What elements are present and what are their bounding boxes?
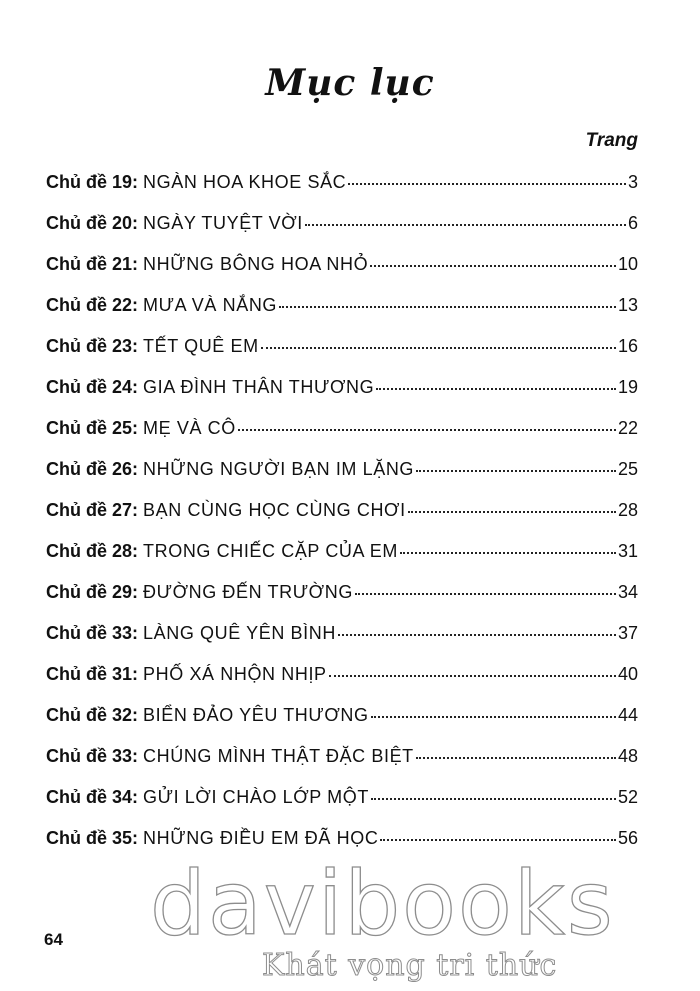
toc-entry-page: 48 bbox=[617, 746, 638, 766]
toc-entry bbox=[46, 170, 638, 211]
dot-leader bbox=[376, 387, 616, 390]
toc-entry-topic: ĐƯỜNG ĐẾN TRƯỜNG bbox=[143, 582, 353, 602]
toc-entry-page: 28 bbox=[617, 500, 638, 520]
dot-leader bbox=[371, 797, 616, 800]
toc-entry-topic: TRONG CHIẾC CẶP CỦA EM bbox=[143, 541, 398, 561]
toc-entry-page: 6 bbox=[627, 213, 638, 233]
toc-entry-label: Chủ đề 27: bbox=[46, 500, 139, 520]
dot-leader bbox=[348, 182, 626, 185]
toc-entry-topic: NGÀN HOA KHOE SẮC bbox=[143, 172, 347, 192]
toc-entry-label: Chủ đề 20: bbox=[46, 213, 139, 233]
dot-leader bbox=[305, 223, 626, 226]
toc-entry-page: 3 bbox=[627, 172, 638, 192]
toc-entry bbox=[46, 457, 638, 498]
toc-entry bbox=[46, 375, 638, 416]
toc-entry-topic: GIA ĐÌNH THÂN THƯƠNG bbox=[143, 377, 375, 397]
table-of-contents bbox=[46, 170, 638, 867]
toc-entry-topic: MẸ VÀ CÔ bbox=[143, 418, 236, 438]
toc-entry-page: 40 bbox=[617, 664, 638, 684]
page-column-label: Trang bbox=[585, 130, 638, 151]
toc-entry bbox=[46, 498, 638, 539]
toc-entry-topic: BẠN CÙNG HỌC CÙNG CHƠI bbox=[143, 500, 406, 520]
toc-entry-topic: GỬI LỜI CHÀO LỚP MỘT bbox=[143, 787, 369, 807]
toc-entry-label: Chủ đề 22: bbox=[46, 295, 139, 315]
toc-entry-label: Chủ đề 21: bbox=[46, 254, 139, 274]
toc-entry-label: Chủ đề 29: bbox=[46, 582, 139, 602]
toc-entry-topic: NHỮNG NGƯỜI BẠN IM LẶNG bbox=[143, 459, 415, 479]
dot-leader bbox=[370, 264, 616, 267]
toc-entry-page: 19 bbox=[617, 377, 638, 397]
watermark-brand: davibooks bbox=[150, 852, 615, 955]
toc-entry-label: Chủ đề 24: bbox=[46, 377, 139, 397]
toc-entry bbox=[46, 252, 638, 293]
toc-entry-topic: PHỐ XÁ NHỘN NHỊP bbox=[143, 664, 327, 684]
toc-entry-topic: NHỮNG ĐIỀU EM ĐÃ HỌC bbox=[143, 828, 379, 848]
toc-entry bbox=[46, 539, 638, 580]
toc-entry-page: 34 bbox=[617, 582, 638, 602]
toc-entry-page: 25 bbox=[617, 459, 638, 479]
toc-entry-label: Chủ đề 23: bbox=[46, 336, 139, 356]
dot-leader bbox=[238, 428, 616, 431]
dot-leader bbox=[279, 305, 616, 308]
toc-entry-label: Chủ đề 34: bbox=[46, 787, 139, 807]
toc-entry-topic: LÀNG QUÊ YÊN BÌNH bbox=[143, 623, 336, 643]
toc-entry-topic: MƯA VÀ NẮNG bbox=[143, 295, 278, 315]
toc-entry-label: Chủ đề 28: bbox=[46, 541, 139, 561]
dot-leader bbox=[329, 674, 616, 677]
toc-entry-page: 13 bbox=[617, 295, 638, 315]
toc-entry bbox=[46, 621, 638, 662]
toc-entry-page: 16 bbox=[617, 336, 638, 356]
page-number: 64 bbox=[44, 930, 63, 949]
toc-entry bbox=[46, 416, 638, 457]
toc-entry-topic: NGÀY TUYỆT VỜI bbox=[143, 213, 303, 233]
watermark-slogan: Khát vọng tri thức bbox=[262, 948, 558, 983]
dot-leader bbox=[416, 469, 616, 472]
toc-entry-label: Chủ đề 33: bbox=[46, 623, 139, 643]
toc-entry-label: Chủ đề 35: bbox=[46, 828, 139, 848]
toc-entry-page: 31 bbox=[617, 541, 638, 561]
toc-entry-label: Chủ đề 31: bbox=[46, 664, 139, 684]
toc-entry-page: 56 bbox=[617, 828, 638, 848]
toc-entry-page: 44 bbox=[617, 705, 638, 725]
toc-entry-label: Chủ đề 32: bbox=[46, 705, 139, 725]
toc-entry-page: 52 bbox=[617, 787, 638, 807]
toc-entry bbox=[46, 334, 638, 375]
toc-entry-page: 22 bbox=[617, 418, 638, 438]
toc-entry-topic: CHÚNG MÌNH THẬT ĐẶC BIỆT bbox=[143, 746, 414, 766]
page-title: Mục lục bbox=[265, 62, 435, 104]
toc-entry bbox=[46, 293, 638, 334]
dot-leader bbox=[261, 346, 616, 349]
dot-leader bbox=[371, 715, 616, 718]
dot-leader bbox=[416, 756, 616, 759]
toc-entry-page: 37 bbox=[617, 623, 638, 643]
toc-entry bbox=[46, 580, 638, 621]
toc-entry-label: Chủ đề 26: bbox=[46, 459, 139, 479]
toc-entry-label: Chủ đề 25: bbox=[46, 418, 139, 438]
dot-leader bbox=[408, 510, 616, 513]
dot-leader bbox=[355, 592, 616, 595]
toc-entry-topic: NHỮNG BÔNG HOA NHỎ bbox=[143, 254, 369, 274]
toc-entry bbox=[46, 744, 638, 785]
toc-entry-page: 10 bbox=[617, 254, 638, 274]
toc-entry bbox=[46, 703, 638, 744]
toc-entry-topic: TẾT QUÊ EM bbox=[143, 336, 259, 356]
dot-leader bbox=[338, 633, 616, 636]
toc-entry-label: Chủ đề 33: bbox=[46, 746, 139, 766]
toc-entry bbox=[46, 662, 638, 703]
toc-entry bbox=[46, 785, 638, 826]
dot-leader bbox=[400, 551, 616, 554]
toc-entry-topic: BIỂN ĐẢO YÊU THƯƠNG bbox=[143, 705, 369, 725]
dot-leader bbox=[380, 838, 616, 841]
toc-entry bbox=[46, 211, 638, 252]
toc-entry-label: Chủ đề 19: bbox=[46, 172, 139, 192]
